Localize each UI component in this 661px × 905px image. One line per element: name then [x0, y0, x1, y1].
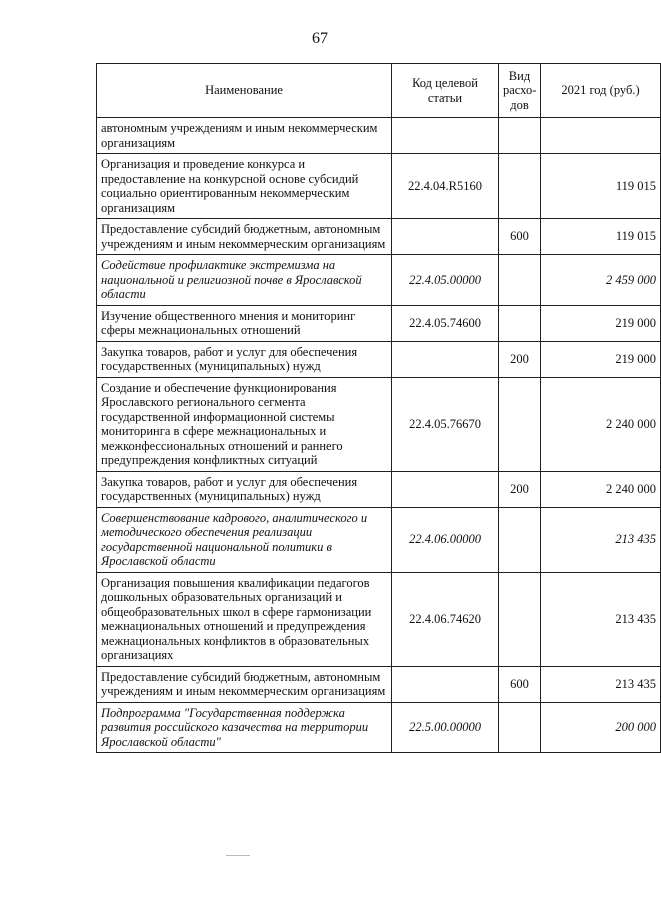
header-type: Вид расхо-дов: [499, 64, 541, 118]
cell-type: [499, 702, 541, 753]
cell-amount: 2 459 000: [541, 255, 661, 306]
cell-name: Организация и проведение конкурса и предоставление на конкурсной основе субсидий социально ориентированным некоммерческим организациям: [97, 154, 392, 219]
cell-name: Содействие профилактике экстремизма на национальной и религиозной почве в Ярославской области: [97, 255, 392, 306]
cell-name: автономным учреждениям и иным некоммерческим организациям: [97, 118, 392, 154]
cell-amount: 213 435: [541, 507, 661, 572]
cell-name: Создание и обеспечение функционирования Ярославского регионального сегмента государственной информационной системы мониторинга в сфере межнациональных и межконфессиональных отношений и раннего предупреждения конфликтных ситуаций: [97, 377, 392, 471]
cell-name: Совершенствование кадрового, аналитического и методического обеспечения реализации государственной национальной политики в Ярославской области: [97, 507, 392, 572]
cell-name: Закупка товаров, работ и услуг для обеспечения государственных (муниципальных) нужд: [97, 471, 392, 507]
header-code: Код целевой статьи: [392, 64, 499, 118]
cell-code: [392, 118, 499, 154]
cell-code: 22.4.04.R5160: [392, 154, 499, 219]
table-row: [97, 154, 661, 219]
cell-amount: 2 240 000: [541, 377, 661, 471]
table-row: [97, 255, 661, 306]
table-row: [97, 471, 661, 507]
cell-type: [499, 255, 541, 306]
header-name: Наименование: [97, 64, 392, 118]
cell-name: Закупка товаров, работ и услуг для обеспечения государственных (муниципальных) нужд: [97, 341, 392, 377]
cell-type: [499, 572, 541, 666]
table-row: [97, 702, 661, 753]
budget-table: [96, 63, 661, 753]
table-row: [97, 507, 661, 572]
cell-name: Изучение общественного мнения и мониторинг сферы межнациональных отношений: [97, 305, 392, 341]
cell-type: 200: [499, 341, 541, 377]
cell-type: 600: [499, 666, 541, 702]
cell-type: [499, 377, 541, 471]
cell-code: 22.4.05.74600: [392, 305, 499, 341]
table-row: [97, 666, 661, 702]
cell-amount: 219 000: [541, 341, 661, 377]
cell-code: [392, 219, 499, 255]
page-number: 67: [312, 30, 328, 47]
cell-amount: [541, 118, 661, 154]
cell-amount: 119 015: [541, 154, 661, 219]
cell-code: 22.4.05.00000: [392, 255, 499, 306]
cell-amount: 219 000: [541, 305, 661, 341]
table-row: [97, 572, 661, 666]
cell-type: 600: [499, 219, 541, 255]
table-row: [97, 305, 661, 341]
cell-code: [392, 471, 499, 507]
table-row: [97, 219, 661, 255]
cell-amount: 2 240 000: [541, 471, 661, 507]
cell-name: Подпрограмма "Государственная поддержка развития российского казачества на территории Ярославской области": [97, 702, 392, 753]
cell-code: 22.4.06.74620: [392, 572, 499, 666]
cell-code: [392, 341, 499, 377]
cell-code: 22.4.06.00000: [392, 507, 499, 572]
cell-type: 200: [499, 471, 541, 507]
cell-type: [499, 154, 541, 219]
cell-amount: 200 000: [541, 702, 661, 753]
cell-type: [499, 118, 541, 154]
header-amount: 2021 год (руб.): [541, 64, 661, 118]
cell-amount: 213 435: [541, 666, 661, 702]
cell-type: [499, 305, 541, 341]
cell-code: 22.5.00.00000: [392, 702, 499, 753]
cell-code: 22.4.05.76670: [392, 377, 499, 471]
cell-amount: 213 435: [541, 572, 661, 666]
table-header-row: [97, 64, 661, 118]
scan-mark: [226, 855, 250, 856]
table-row: [97, 118, 661, 154]
cell-name: Организация повышения квалификации педагогов дошкольных образовательных организаций и общеобразовательных школ в сфере гармонизации межнациональных отношений и предупреждения межнациональных конфликтов в образовательных организациях: [97, 572, 392, 666]
cell-name: Предоставление субсидий бюджетным, автономным учреждениям и иным некоммерческим организациям: [97, 666, 392, 702]
cell-amount: 119 015: [541, 219, 661, 255]
cell-type: [499, 507, 541, 572]
table-row: [97, 377, 661, 471]
cell-code: [392, 666, 499, 702]
cell-name: Предоставление субсидий бюджетным, автономным учреждениям и иным некоммерческим организациям: [97, 219, 392, 255]
table-row: [97, 341, 661, 377]
